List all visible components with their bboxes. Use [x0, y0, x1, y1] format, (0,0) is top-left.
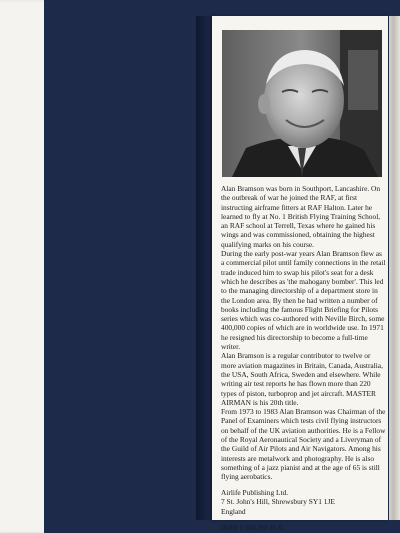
author-biography: [221, 184, 387, 482]
publisher-name: Airlife Publishing Ltd.: [221, 488, 289, 497]
publisher-country: England: [221, 506, 246, 516]
author-portrait-image: [222, 30, 382, 177]
bio-paragraph: From 1973 to 1983 Alan Bramson was Chairman of the Panel of Examiners which tests civil flying instructors on behalf of the UK aviation authorities. He is a Fellow of the Royal Aeronautical Society and a Liveryman of the Guild of Air Pilots and Air Navigators. Among his interests are metalwork and photography. He is also something of a jazz pianist and at the age of 65 is still flying aerobatics.: [221, 407, 386, 482]
author-photo: [222, 30, 382, 177]
bio-paragraph: Alan Bramson is a regular contributor to twelve or more aviation magazines in Britain, Canada, Australia, the USA, South Africa, Sweden and elsewhere. While writing air test reports he has flown more than 220 types of piston, turboprop and jet aircraft. MASTER AIRMAN is his 20th title.: [221, 351, 383, 407]
bio-paragraph: During the early post-war years Alan Bramson flew as a commercial pilot until family connections in the retail trade induced him to swap his pilot's seat for a desk which he describes as 'the mahogany bomber'. This led to the managing directorship of a department store in the London area. By then he had written a number of books including the famous Flight Briefing for Pilots series which was co-authored with Neville Birch, some 400,000 copies of which are in worldwide use. In 1971 he resigned his directorship to become a full-time writer.: [221, 249, 386, 352]
flap-shadow: [196, 16, 212, 520]
publisher-block: [221, 488, 387, 532]
isbn: ISBN 0 906393 45 0: [221, 522, 283, 532]
publisher-address: 7 St. John's Hill, Shrewsbury SY1 1JE: [221, 497, 335, 507]
bio-paragraph: Alan Bramson was born in Southport, Lancashire. On the outbreak of war he joined the RAF, at first instructing airframe fitters at RAF Halton. Later he learned to fly at No. 1 British Flying Training School, an RAF school at Terrell, Texas where he gained his wings and was commissioned, obtaining the highest qualifying marks on his course.: [221, 184, 381, 249]
jacket-fold-edge: [389, 16, 400, 520]
dust-jacket-flap: [212, 16, 388, 532]
